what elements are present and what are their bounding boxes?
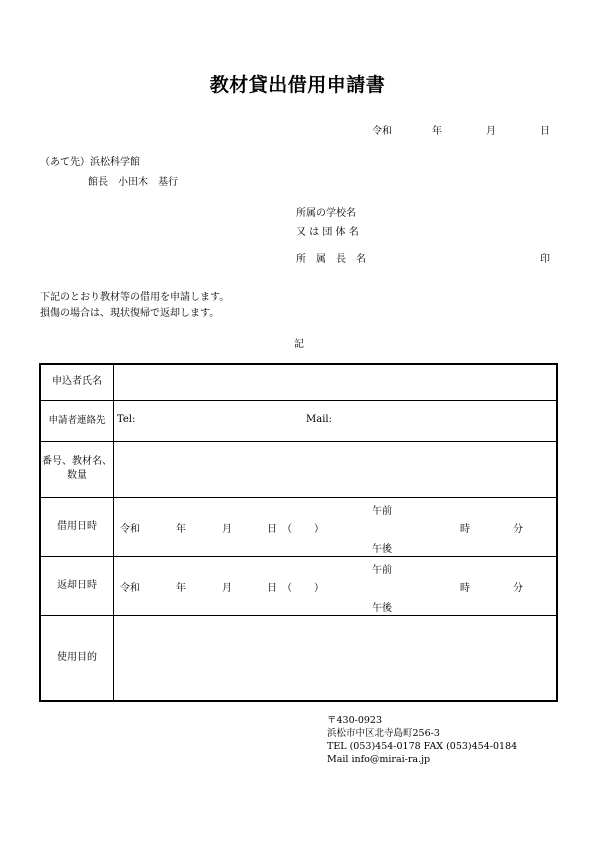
statement-line2: 損傷の場合は、現状復帰で返却します。 [40, 308, 220, 319]
borrow-minute: 分 [513, 523, 523, 535]
return-paren-open: （ [282, 582, 292, 594]
date-era: 令和 [372, 126, 392, 137]
ki-mark: 記 [294, 339, 304, 350]
field-borrow-datetime[interactable] [114, 497, 558, 556]
label-school: 所属の学校名 [296, 208, 356, 219]
field-return-datetime[interactable] [114, 556, 558, 615]
field-applicant-name[interactable] [114, 364, 558, 400]
row-items [40, 441, 557, 497]
footer-address: 浜松市中区北寺島町256-3 [327, 728, 440, 739]
addressee-line2: 館長 小田木 基行 [88, 177, 178, 188]
borrow-era: 令和 [120, 523, 140, 535]
borrow-am: 午前 [372, 505, 392, 517]
label-items [40, 441, 114, 497]
return-paren-close: ） [314, 582, 324, 594]
return-month: 月 [222, 582, 232, 594]
borrow-paren-close: ） [314, 523, 324, 535]
return-hour: 時 [460, 582, 470, 594]
return-minute: 分 [513, 582, 523, 594]
row-contact [40, 400, 557, 441]
borrow-paren-open: （ [282, 523, 292, 535]
footer-mail[interactable]: Mail info@mirai-ra.jp [327, 754, 431, 765]
footer-tel-fax: TEL (053)454-0178 FAX (053)454-0184 [327, 741, 518, 752]
label-purpose: 使用目的 [40, 615, 114, 701]
row-purpose [40, 615, 557, 701]
seal-mark: 印 [540, 254, 550, 265]
label-return-datetime: 返却日時 [40, 556, 114, 615]
field-purpose[interactable] [114, 615, 558, 701]
row-applicant-name [40, 364, 557, 400]
row-borrow-datetime [40, 497, 557, 556]
label-applicant-name: 申込者氏名 [40, 364, 114, 400]
field-contact[interactable] [114, 400, 558, 441]
date-month: 月 [486, 126, 496, 137]
addressee-line1: （あて先）浜松科学館 [40, 157, 140, 168]
label-contact: 申請者連絡先 [40, 400, 114, 441]
footer-contact [327, 714, 517, 766]
date-year: 年 [432, 126, 442, 137]
return-year: 年 [176, 582, 186, 594]
borrow-pm: 午後 [372, 543, 392, 555]
field-items[interactable] [114, 441, 558, 497]
application-table [39, 363, 558, 702]
row-return-datetime [40, 556, 557, 615]
borrow-month: 月 [222, 523, 232, 535]
contact-tel-label: Tel: [117, 413, 136, 425]
return-pm: 午後 [372, 602, 392, 614]
statement-line1: 下記のとおり教材等の借用を申請します。 [40, 292, 230, 303]
label-head: 所 属 長 名 [296, 254, 366, 265]
form-title: 教材貸出借用申請書 [209, 74, 386, 96]
label-items-line2: 数量 [67, 470, 87, 481]
label-group: 又 は 団 体 名 [296, 227, 359, 238]
borrow-year: 年 [176, 523, 186, 535]
label-items-line1: 番号、教材名、 [42, 456, 112, 467]
return-era: 令和 [120, 582, 140, 594]
label-borrow-datetime: 借用日時 [40, 497, 114, 556]
date-day: 日 [540, 126, 550, 137]
contact-mail-label: Mail: [306, 413, 332, 425]
footer-postal: 〒430-0923 [327, 715, 383, 726]
borrow-hour: 時 [460, 523, 470, 535]
borrow-day: 日 [267, 523, 277, 535]
return-day: 日 [267, 582, 277, 594]
return-am: 午前 [372, 564, 392, 576]
